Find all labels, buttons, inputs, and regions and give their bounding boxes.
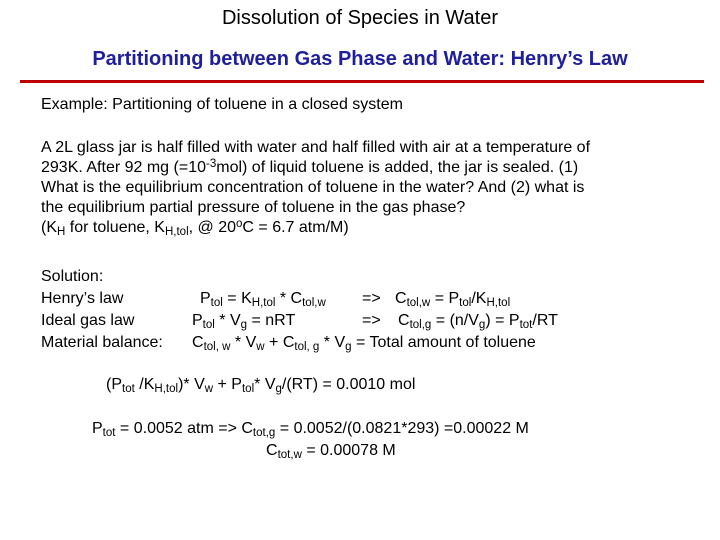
problem-line-2: 293K. After 92 mg $(=10^{-3}mol)$ of liquid toluene is added, the jar is sealed. (1): [41, 157, 579, 176]
ideal-gas-law-label: Ideal gas law: [41, 312, 135, 329]
problem-line-3: What is the equilibrium concentration of toluene in the water? And (2) what is: [41, 179, 585, 196]
solution-label: Solution:: [41, 268, 104, 285]
problem-statement: [41, 138, 590, 238]
henry-law-equation: $P_{tol} = K_{H,tol} * C_{tol,w}$: [200, 290, 326, 309]
result-gas-phase: $P_{tot} = 0.0052$ atm => $C_{tot,g} = 0.0052/(0.0821*293) =0.00022$ M: [92, 420, 529, 439]
henry-law-result: $C_{tol,w} = P_{tol}/K_{H,tol}$: [395, 290, 511, 309]
problem-line-5: ($K_H$ for toluene, $K_{H,tol}$, @ $20^oC = 6.7$ atm/M): [41, 217, 349, 238]
slide-subtitle: Dissolution of Species in Water: [221, 7, 499, 29]
result-water-phase: $C_{tot,w} = 0.00078$ M: [266, 442, 396, 461]
henry-law-arrow: =>: [362, 290, 381, 307]
material-balance-equation: $C_{tol, w} * V_w + C_{tol, g} * V_g$ = Total amount of toluene: [192, 334, 536, 353]
ideal-gas-law-result: $C_{tol,g} = (n/V_g) = P_{tot}/RT$: [398, 312, 558, 331]
example-line: Example: Partitioning of toluene in a closed system: [41, 96, 403, 113]
combined-equation: ($P_{tot}$ $/K_{H,tol})*$ $V_w + P_{tol}*$ $V_g/(RT) = 0.0010$ mol: [106, 376, 416, 395]
ideal-gas-law-equation: $P_{tol} * V_g$ = nRT: [192, 312, 296, 331]
material-balance-label: Material balance:: [41, 334, 163, 351]
slide-heading: Partitioning between Gas Phase and Water: Henry’s Law: [92, 48, 628, 70]
henry-law-label: Henry’s law: [41, 290, 124, 307]
problem-line-1: A 2L glass jar is half filled with water and half filled with air at a temperature of: [41, 139, 591, 156]
heading-underline: [20, 80, 704, 83]
ideal-gas-law-arrow: =>: [362, 312, 381, 329]
problem-line-4: the equilibrium partial pressure of toluene in the gas phase?: [41, 199, 466, 216]
